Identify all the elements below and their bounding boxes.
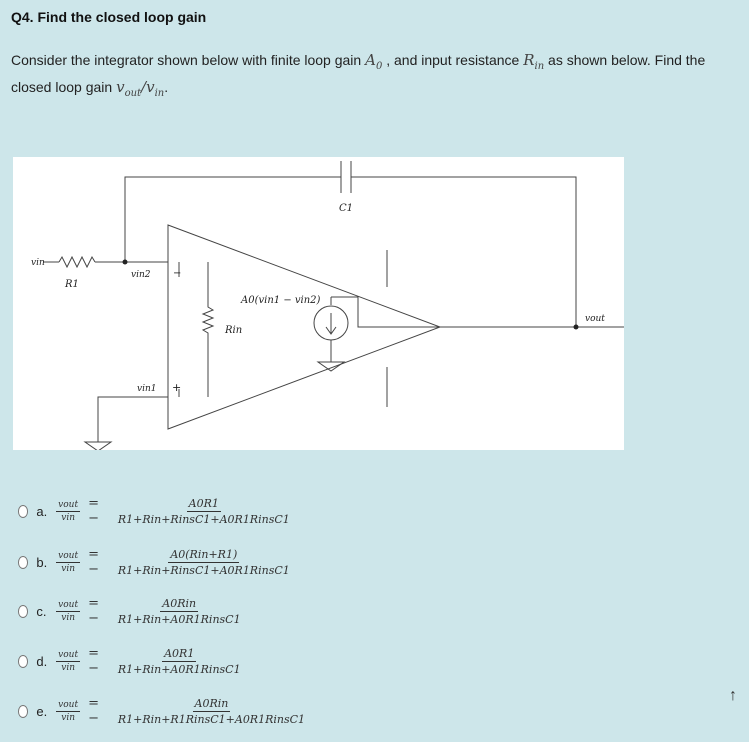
rhs-den: R1+Rin+R1RinsC1+A0R1RinsC1 (117, 712, 306, 726)
lhs-num: vout (58, 649, 79, 660)
lhs-num: vout (58, 499, 79, 510)
rhs-fraction (116, 548, 292, 577)
question-text-part: as shown below. Find the closed loop gain (11, 52, 706, 95)
lhs-den: vin (61, 563, 76, 574)
option-letter: d. (36, 653, 48, 669)
resistance-symbol-letter: R (523, 51, 535, 69)
option-letter: e. (36, 703, 48, 719)
rhs-den: R1+Rin+RinsC1+A0R1RinsC1 (117, 512, 290, 526)
label-vin2: vin2 (131, 270, 151, 280)
question-text-part: . (164, 79, 169, 95)
option-e[interactable] (18, 694, 307, 728)
rhs-num: A0Rin (194, 696, 229, 710)
ratio-den-sub: in (154, 88, 165, 99)
option-b[interactable] (18, 545, 292, 579)
source-wire-out (331, 297, 440, 327)
junction-output (574, 325, 579, 330)
option-letter: a. (36, 503, 48, 519)
rhs-num: A0(Rin+R1) (170, 547, 238, 561)
label-dependent-source: A0(vin1 − vin2) (241, 295, 321, 306)
rhs-num: A0Rin (162, 596, 197, 610)
lhs-num: vout (58, 699, 79, 710)
gain-symbol-letter: A (365, 51, 376, 69)
resistance-symbol-sub: in (534, 61, 545, 72)
lhs-fraction (56, 700, 80, 723)
question-text (11, 50, 736, 104)
rhs-den: R1+Rin+RinsC1+A0R1RinsC1 (117, 563, 290, 577)
resistor-rin (203, 262, 213, 397)
lhs-den: vin (61, 712, 76, 723)
gain-ratio (116, 78, 165, 99)
question-title: Q4. Find the closed loop gain (11, 9, 207, 25)
label-vin1: vin1 (137, 384, 157, 394)
question-text-part: Consider the integrator shown below with finite loop gain (11, 52, 366, 68)
equals-minus: = − (88, 596, 99, 626)
lhs-fraction (56, 500, 80, 523)
lhs-den: vin (61, 662, 76, 673)
ratio-den: v (146, 78, 155, 96)
rhs-fraction (116, 497, 292, 526)
equals-minus: = − (88, 646, 99, 676)
radio-button[interactable] (18, 556, 28, 569)
equals-minus: = − (88, 696, 99, 726)
label-minus: − (173, 268, 182, 279)
gain-symbol-sub: 0 (375, 61, 383, 72)
circuit-diagram (13, 157, 624, 450)
option-d[interactable] (18, 644, 243, 678)
ratio-slash: / (141, 78, 147, 96)
label-vout: vout (585, 314, 605, 324)
lhs-num: vout (58, 550, 79, 561)
rhs-num: A0R1 (164, 646, 195, 660)
radio-button[interactable] (18, 655, 28, 668)
option-c[interactable] (18, 594, 243, 628)
option-letter: c. (36, 603, 47, 619)
lhs-num: vout (58, 599, 79, 610)
rhs-fraction (116, 597, 243, 626)
label-vin: vin (31, 258, 45, 268)
option-letter: b. (36, 554, 48, 570)
rhs-num: A0R1 (188, 496, 219, 510)
scroll-up-icon[interactable]: ↑ (729, 687, 737, 704)
radio-button[interactable] (18, 605, 28, 618)
label-c1: C1 (339, 203, 354, 214)
junction-input (123, 260, 128, 265)
lhs-fraction (56, 551, 80, 574)
ground-wire (98, 397, 168, 442)
question-text-part: , and input resistance (382, 52, 524, 68)
circuit-svg (13, 157, 624, 450)
resistance-symbol (523, 51, 545, 72)
ratio-num-sub: out (124, 88, 142, 99)
lhs-den: vin (61, 512, 76, 523)
source-ground (318, 362, 344, 371)
radio-button[interactable] (18, 705, 28, 718)
rhs-fraction (116, 697, 307, 726)
ground-symbol (85, 442, 111, 450)
rhs-fraction (116, 647, 243, 676)
label-plus: + (172, 381, 182, 394)
ratio-num: v (116, 78, 125, 96)
option-a[interactable] (18, 494, 292, 528)
lhs-fraction (56, 650, 80, 673)
lhs-den: vin (61, 612, 76, 623)
rhs-den: R1+Rin+A0R1RinsC1 (117, 612, 241, 626)
label-rin: Rin (225, 325, 243, 336)
equals-minus: = − (88, 547, 99, 577)
label-r1: R1 (65, 279, 79, 290)
rhs-den: R1+Rin+A0R1RinsC1 (117, 662, 241, 676)
feedback-wire-right (351, 177, 576, 327)
resistor-r1 (59, 257, 95, 267)
gain-symbol (365, 51, 383, 72)
lhs-fraction (56, 600, 80, 623)
equals-minus: = − (88, 496, 99, 526)
radio-button[interactable] (18, 505, 28, 518)
